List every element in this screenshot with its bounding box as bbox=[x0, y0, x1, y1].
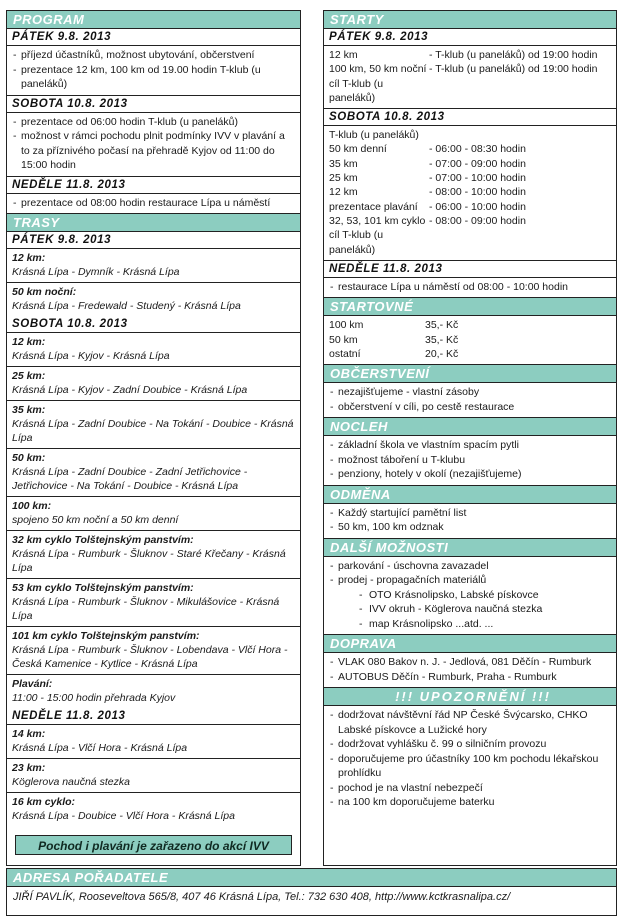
start-row-label: prezentace plavání bbox=[329, 200, 418, 213]
starty-day-friday: PÁTEK 9.8. 2013 bbox=[324, 29, 616, 46]
start-row bbox=[329, 214, 611, 228]
starty-day-saturday: SOBOTA 10.8. 2013 bbox=[324, 109, 616, 126]
warning-item: - doporučujeme pro účastníky 100 km pochodu lékařskou prohlídku bbox=[329, 752, 611, 781]
trasy-day-friday: PÁTEK 9.8. 2013 bbox=[7, 232, 300, 249]
start-row-value: - 07:00 - 10:00 hodin bbox=[429, 172, 526, 185]
route-description: Krásná Lípa - Vlčí Hora - Krásná Lípa bbox=[12, 742, 188, 754]
reward-item: - 50 km, 100 km odznak bbox=[329, 520, 611, 535]
route-description: Krásná Lípa - Kyjov - Krásná Lípa bbox=[12, 350, 170, 362]
fee-row bbox=[329, 318, 611, 332]
route-title: 14 km: bbox=[12, 728, 46, 740]
starty-saturday-block bbox=[324, 126, 616, 261]
odmena-block bbox=[324, 504, 616, 539]
program-sunday-list bbox=[12, 196, 295, 211]
accommodation-item: - základní škola ve vlastním spacím pytli bbox=[329, 438, 611, 453]
route-block bbox=[7, 579, 300, 627]
route-title: 12 km: bbox=[12, 252, 46, 264]
doprava-header: DOPRAVA bbox=[324, 635, 616, 653]
start-row-value: - 08:00 - 10:00 hodin bbox=[429, 186, 526, 199]
doprava-list bbox=[329, 655, 611, 684]
warning-item: - dodržovat návštěvní řád NP České Švýcarsko, CHKO Labské pískovce a Lužické hory bbox=[329, 708, 611, 737]
route-block bbox=[7, 759, 300, 793]
dalsi-list bbox=[329, 559, 611, 632]
trasy-friday-routes bbox=[7, 249, 300, 316]
route-title: 50 km: bbox=[12, 452, 46, 464]
route-block bbox=[7, 449, 300, 497]
start-row-label: cíl T-klub (u paneláků) bbox=[329, 229, 384, 256]
fee-row-label: 50 km bbox=[329, 333, 358, 346]
route-title: 100 km: bbox=[12, 500, 52, 512]
trasy-day-sunday: NEDĚLE 11.8. 2013 bbox=[7, 708, 300, 725]
fee-row-value: 35,- Kč bbox=[425, 319, 459, 332]
route-description: Krásná Lípa - Fredewald - Studený - Krásná Lípa bbox=[12, 300, 241, 312]
option-item: - prodej - propagačních materiálů bbox=[329, 573, 611, 588]
upozorneni-block bbox=[324, 706, 616, 813]
option-item: - parkování - úschovna zavazadel bbox=[329, 559, 611, 574]
accommodation-item: - možnost táboření u T-klubu bbox=[329, 453, 611, 468]
route-description: Krásná Lípa - Kyjov - Zadní Doubice - Krásná Lípa bbox=[12, 384, 248, 396]
start-row-label: 32, 53, 101 km cyklo bbox=[329, 214, 426, 227]
refreshment-item: - občerstvení v cíli, po cestě restaurace bbox=[329, 400, 611, 415]
start-row bbox=[329, 228, 611, 257]
route-block bbox=[7, 283, 300, 316]
start-row-value: - 06:00 - 08:30 hodin bbox=[429, 143, 526, 156]
route-title: 35 km: bbox=[12, 404, 46, 416]
start-row-value: - T-klub (u paneláků) od 19:00 hodin bbox=[429, 63, 598, 76]
route-title: 53 km cyklo Tolštejnským panstvím: bbox=[12, 582, 194, 594]
starty-saturday-rows bbox=[329, 142, 611, 256]
address-header: ADRESA POŘADATELE bbox=[7, 869, 616, 887]
program-item: - možnost v rámci pochodu plnit podmínky IVV v plavání a to za příznivého počasí na přehradě Kyjov od 11:00 do 15:00 hodin bbox=[12, 129, 295, 173]
starty-sunday-list bbox=[329, 280, 611, 295]
route-description: Köglerova naučná stezka bbox=[12, 776, 130, 788]
route-title: 25 km: bbox=[12, 370, 46, 382]
address-box bbox=[6, 868, 617, 916]
start-row bbox=[329, 200, 611, 214]
route-title: 50 km noční: bbox=[12, 286, 77, 298]
start-row-value: - T-klub (u paneláků) od 19:00 hodin bbox=[429, 49, 598, 61]
program-saturday-block bbox=[7, 113, 300, 177]
upozorneni-list bbox=[329, 708, 611, 810]
route-description: Krásná Lípa - Doubice - Vlčí Hora - Krásná Lípa bbox=[12, 810, 235, 822]
start-row-value bbox=[429, 77, 611, 106]
route-description: Krásná Lípa - Rumburk - Šluknov - Staré Křečany - Krásná Lípa bbox=[12, 548, 286, 574]
startovne-block bbox=[324, 316, 616, 365]
start-row bbox=[329, 171, 611, 185]
route-title: 16 km cyklo: bbox=[12, 796, 76, 808]
start-row-label: 35 km bbox=[329, 157, 358, 170]
option-item-sub: - IVV okruh - Köglerova naučná stezka bbox=[329, 602, 611, 617]
program-friday-list bbox=[12, 48, 295, 92]
start-row-value: - 08:00 - 09:00 hodin bbox=[429, 214, 526, 227]
trasy-saturday-routes bbox=[7, 333, 300, 708]
route-block bbox=[7, 367, 300, 401]
obcerstveni-block bbox=[324, 383, 616, 418]
route-block bbox=[7, 497, 300, 531]
option-item-sub: - OTO Krásnolipsko, Labské pískovce bbox=[329, 588, 611, 603]
starty-friday-block bbox=[324, 46, 616, 109]
starty-place bbox=[329, 128, 611, 142]
program-item: - prezentace 12 km, 100 km od 19.00 hodin T-klub (u paneláků) bbox=[12, 63, 295, 92]
program-day-sunday: NEDĚLE 11.8. 2013 bbox=[7, 177, 300, 194]
option-item-sub: - map Krásnolipsko ...atd. ... bbox=[329, 617, 611, 632]
fee-row bbox=[329, 347, 611, 361]
route-block bbox=[7, 725, 300, 759]
program-day-friday: PÁTEK 9.8. 2013 bbox=[7, 29, 300, 46]
start-row-label: 100 km, 50 km noční bbox=[329, 63, 427, 76]
obcerstveni-list bbox=[329, 385, 611, 414]
odmena-list bbox=[329, 506, 611, 535]
start-row-label: 50 km denní bbox=[329, 143, 387, 156]
program-day-saturday: SOBOTA 10.8. 2013 bbox=[7, 96, 300, 113]
fee-row bbox=[329, 333, 611, 347]
fee-row-label: ostatní bbox=[329, 347, 361, 360]
start-row bbox=[329, 62, 611, 76]
start-row-label: cíl T-klub (u paneláků) bbox=[329, 77, 384, 104]
start-row bbox=[329, 142, 611, 156]
odmena-header: ODMĚNA bbox=[324, 486, 616, 504]
fee-row-value: 20,- Kč bbox=[425, 347, 459, 360]
fee-row-label: 100 km bbox=[329, 319, 364, 332]
start-row-value: - 07:00 - 09:00 hodin bbox=[429, 157, 526, 170]
start-row-value: - 06:00 - 10:00 hodin bbox=[429, 200, 526, 213]
route-block bbox=[7, 793, 300, 826]
start-row-label: 12 km bbox=[329, 186, 358, 199]
route-block bbox=[7, 531, 300, 579]
nocleh-header: NOCLEH bbox=[324, 418, 616, 436]
starty-day-sunday: NEDĚLE 11.8. 2013 bbox=[324, 261, 616, 278]
starty-header: STARTY bbox=[324, 11, 616, 29]
warning-item: - dodržovat vyhlášku č. 99 o silničním provozu bbox=[329, 737, 611, 752]
route-title: Plavání: bbox=[12, 678, 53, 690]
trasy-header: TRASY bbox=[7, 214, 300, 232]
reward-item: - Každý startující pamětní list bbox=[329, 506, 611, 521]
program-sunday-block bbox=[7, 194, 300, 215]
start-row-label: 12 km bbox=[329, 49, 358, 61]
trasy-sunday-routes bbox=[7, 725, 300, 826]
warning-item: - na 100 km doporučujeme baterku bbox=[329, 795, 611, 810]
route-block bbox=[7, 249, 300, 283]
route-description: 11:00 - 15:00 hodin přehrada Kyjov bbox=[12, 692, 176, 704]
nocleh-list bbox=[329, 438, 611, 482]
route-description: Krásná Lípa - Dymník - Krásná Lípa bbox=[12, 266, 180, 278]
route-title: 101 km cyklo Tolštejnským panstvím: bbox=[12, 630, 200, 642]
route-block bbox=[7, 675, 300, 708]
address-line: JIŘÍ PAVLÍK, Rooseveltova 565/8, 407 46 Krásná Lípa, Tel.: 732 630 408, http://www.kctkrasnalipa.cz/ bbox=[13, 891, 511, 903]
refreshment-item: - nezajišťujeme - vlastní zásoby bbox=[329, 385, 611, 400]
program-header: PROGRAM bbox=[7, 11, 300, 29]
route-description: Krásná Lípa - Rumburk - Šluknov - Mikulášovice - Krásná Lípa bbox=[12, 596, 280, 622]
program-item: - prezentace od 06:00 hodin T-klub (u paneláků) bbox=[12, 115, 295, 130]
route-title: 23 km: bbox=[12, 762, 46, 774]
route-description: Krásná Lípa - Zadní Doubice - Na Tokání - Doubice - Krásná Lípa bbox=[12, 418, 294, 444]
dalsi-header: DALŠÍ MOŽNOSTI bbox=[324, 539, 616, 557]
accommodation-item: - penziony, hotely v okolí (nezajišťujeme) bbox=[329, 467, 611, 482]
starty-sunday-block bbox=[324, 278, 616, 299]
starty-place-label: T-klub (u paneláků) bbox=[329, 129, 419, 142]
route-block bbox=[7, 333, 300, 367]
route-block bbox=[7, 401, 300, 449]
ivv-notice: Pochod i plavání je zařazeno do akcí IVV bbox=[15, 835, 292, 855]
start-row-value bbox=[429, 228, 611, 257]
transport-item: - VLAK 080 Bakov n. J. - Jedlová, 081 Děčín - Rumburk bbox=[329, 655, 611, 670]
route-title: 12 km: bbox=[12, 336, 46, 348]
program-saturday-list bbox=[12, 115, 295, 173]
start-row-label: 25 km bbox=[329, 172, 358, 185]
trasy-day-saturday: SOBOTA 10.8. 2013 bbox=[7, 316, 300, 333]
fee-row-value: 35,- Kč bbox=[425, 333, 459, 346]
left-column bbox=[6, 10, 301, 866]
start-row bbox=[329, 77, 611, 106]
warning-item: - pochod je na vlastní nebezpečí bbox=[329, 781, 611, 796]
route-description: Krásná Lípa - Zadní Doubice - Zadní Jetřichovice - Jetřichovice - Na Tokání - Doubice - Krásná Lípa bbox=[12, 466, 248, 492]
program-item: - příjezd účastníků, možnost ubytování, občerstvení bbox=[12, 48, 295, 63]
upozorneni-header: !!! UPOZORNĚNÍ !!! bbox=[324, 688, 616, 706]
start-row bbox=[329, 157, 611, 171]
route-title: 32 km cyklo Tolštejnským panstvím: bbox=[12, 534, 194, 546]
nocleh-block bbox=[324, 436, 616, 486]
startovne-header: STARTOVNÉ bbox=[324, 298, 616, 316]
route-description: Krásná Lípa - Rumburk - Šluknov - Lobendava - Vlčí Hora - Česká Kamenice - Kytlice - Krásná Lípa bbox=[12, 644, 288, 670]
start-row bbox=[329, 185, 611, 199]
start-item: - restaurace Lípa u náměstí od 08:00 - 10:00 hodin bbox=[329, 280, 611, 295]
program-item: - prezentace od 08:00 hodin restaurace Lípa u náměstí bbox=[12, 196, 295, 211]
doprava-block bbox=[324, 653, 616, 688]
dalsi-block bbox=[324, 557, 616, 636]
transport-item: - AUTOBUS Děčín - Rumburk, Praha - Rumburk bbox=[329, 670, 611, 685]
obcerstveni-header: OBČERSTVENÍ bbox=[324, 365, 616, 383]
route-description: spojeno 50 km noční a 50 km denní bbox=[12, 514, 179, 526]
right-column bbox=[323, 10, 617, 866]
start-row bbox=[329, 48, 611, 62]
route-block bbox=[7, 627, 300, 675]
program-friday-block bbox=[7, 46, 300, 96]
